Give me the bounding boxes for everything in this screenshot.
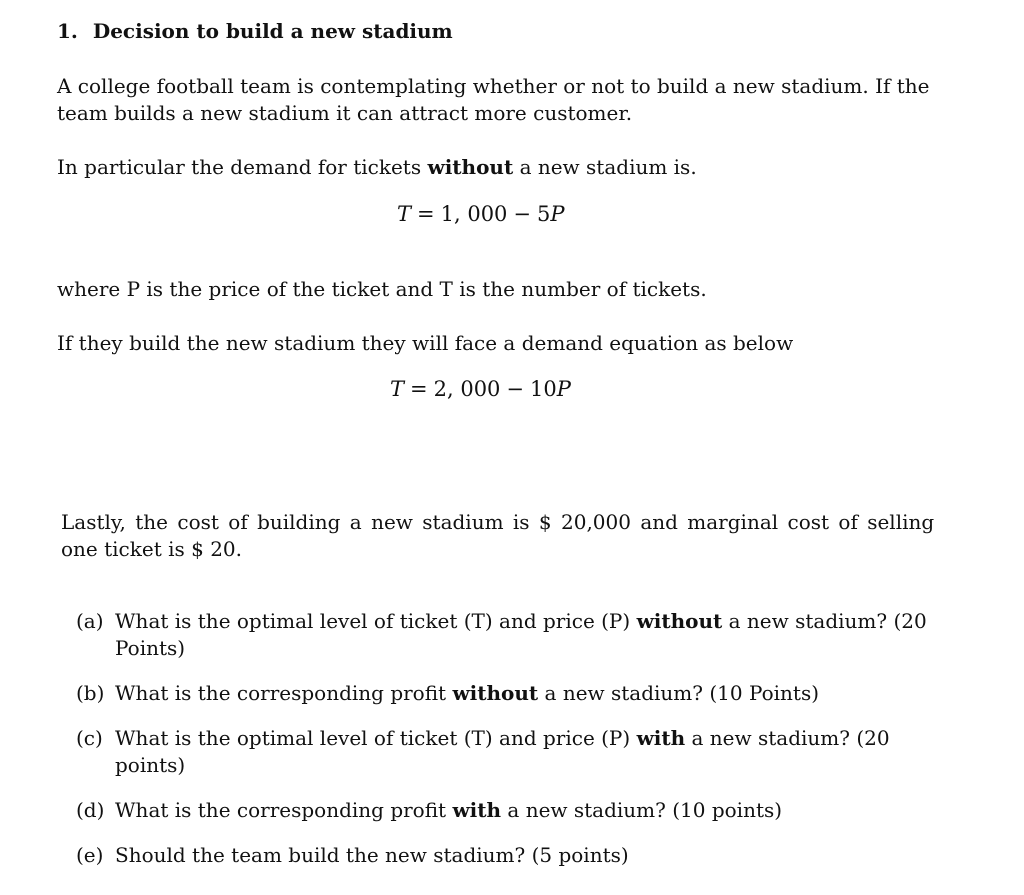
demand-without-tail: a new stadium is. — [519, 155, 697, 179]
question-a-post: a new stadium? (20 — [728, 609, 927, 633]
question-d-post: a new stadium? (10 points) — [507, 798, 783, 822]
eq2-variable: P — [556, 377, 571, 401]
question-c-post: a new stadium? (20 — [691, 726, 890, 750]
question-e-label: (e) — [76, 843, 104, 867]
question-a-bold: without — [636, 609, 723, 633]
demand-without-sentence — [57, 154, 697, 181]
question-d-label: (d) — [76, 798, 105, 822]
question-c-bold: with — [636, 726, 686, 750]
section-title: Decision to build a new stadium — [92, 19, 453, 43]
eq2-coefficient: 10 — [530, 377, 557, 401]
eq2-constant: 2, 000 — [433, 377, 501, 401]
build-sentence: If they build the new stadium they will face a demand equation as below — [57, 331, 794, 355]
eq1-lhs: T — [397, 202, 412, 226]
question-b-post: a new stadium? (10 Points) — [544, 681, 820, 705]
question-a-pre: What is the optimal level of ticket (T) and price (P) — [115, 609, 631, 633]
question-d-bold: with — [452, 798, 502, 822]
demand-without-bold: without — [427, 155, 514, 179]
section-heading — [57, 18, 453, 45]
eq2-equals: = — [410, 377, 428, 401]
eq1-equals: = — [417, 202, 435, 226]
demand-without-lead: In particular the demand for tickets — [57, 155, 422, 179]
question-a-label: (a) — [76, 609, 104, 633]
eq1-variable: P — [550, 202, 565, 226]
question-d-text — [115, 797, 782, 824]
question-c-pre: What is the optimal level of ticket (T) and price (P) — [115, 726, 631, 750]
question-b-bold: without — [452, 681, 539, 705]
question-c-label: (c) — [76, 726, 103, 750]
question-c-continuation: points) — [115, 753, 186, 777]
equation-with-stadium — [390, 376, 571, 403]
question-b-pre: What is the corresponding profit — [115, 681, 447, 705]
question-e-text: Should the team build the new stadium? (5 points) — [115, 843, 629, 867]
eq2-minus: − — [506, 377, 525, 401]
cost-line-2: one ticket is $ 20. — [61, 537, 243, 561]
eq1-minus: − — [513, 202, 532, 226]
question-a-text — [115, 608, 927, 635]
eq1-coefficient: 5 — [537, 202, 551, 226]
equation-without-stadium — [397, 201, 565, 228]
section-number: 1. — [57, 19, 78, 43]
question-b-label: (b) — [76, 681, 105, 705]
question-a-continuation: Points) — [115, 636, 186, 660]
cost-line-1: Lastly, the cost of building a new stadium is $ 20,000 and marginal cost of selling — [61, 510, 935, 534]
eq2-lhs: T — [390, 377, 405, 401]
intro-line-2: team builds a new stadium it can attract more customer. — [57, 101, 633, 125]
where-definition: where P is the price of the ticket and T is the number of tickets. — [57, 277, 707, 301]
eq1-constant: 1, 000 — [440, 202, 508, 226]
question-d-pre: What is the corresponding profit — [115, 798, 447, 822]
question-b-text — [115, 680, 819, 707]
intro-line-1: A college football team is contemplating whether or not to build a new stadium. If the — [57, 74, 930, 98]
question-c-text — [115, 725, 890, 752]
